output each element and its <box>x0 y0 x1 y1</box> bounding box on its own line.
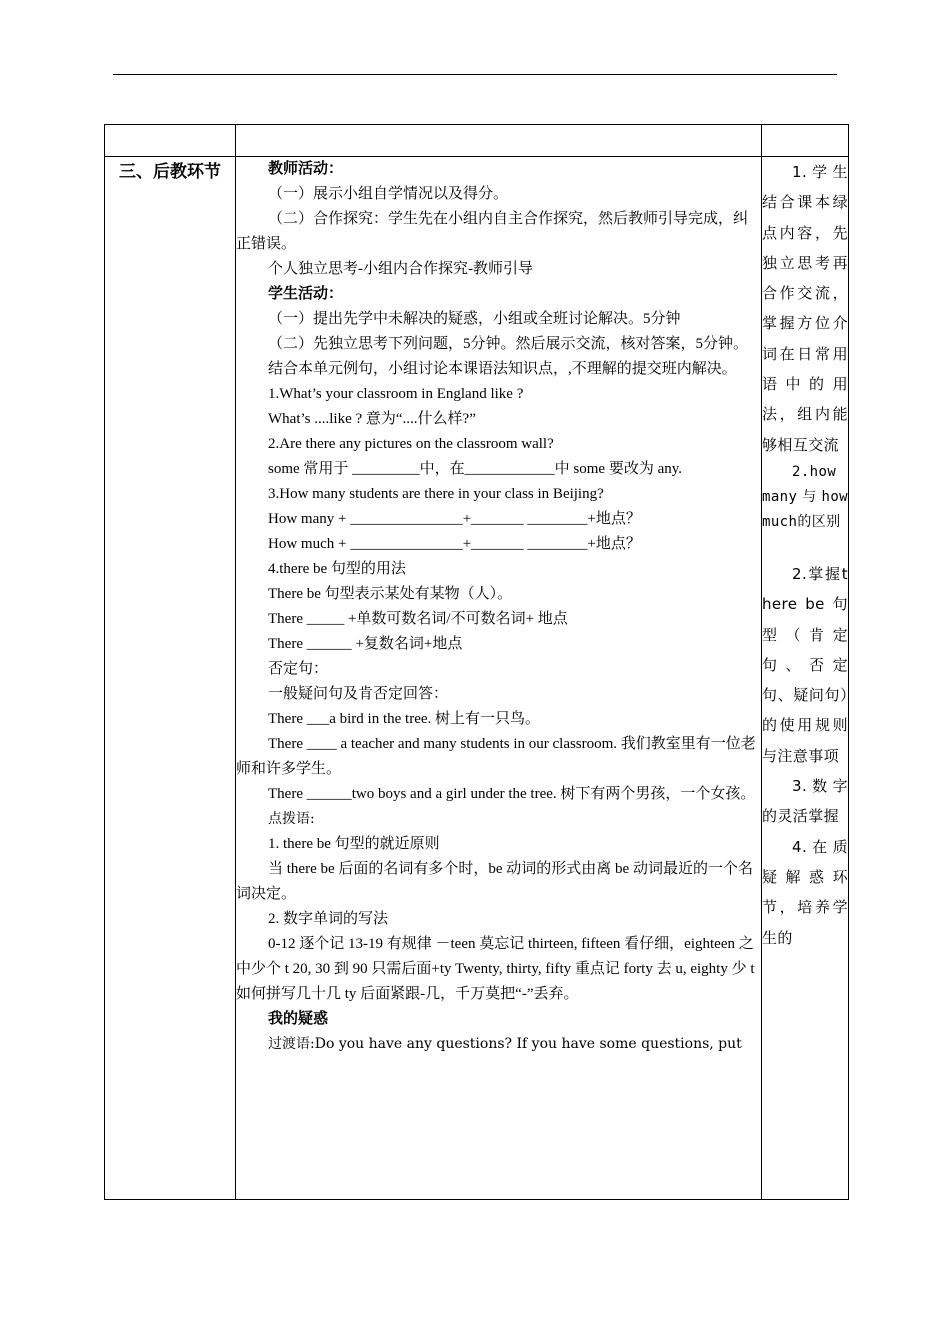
content-line: There ___a bird in the tree. 树上有一只鸟。 <box>268 711 541 727</box>
content-line: some 常用于 _________中，在____________中 some 要改为 any. <box>268 461 683 477</box>
note-item: 2.how many与how much的区别 <box>762 463 848 530</box>
header-cell-content <box>236 125 762 157</box>
note-item: 4.在质疑解惑环节，培养学生的 <box>762 837 848 947</box>
content-line: How many + _______________+_______ ________+地点？ <box>268 511 641 527</box>
design-notes <box>762 157 849 1200</box>
content-line: 3.How many students are there in your class in Beijing? <box>268 486 604 502</box>
content-line: There ______ +复数名词+地点 <box>268 636 463 652</box>
teacher-activity-heading: 教师活动： <box>268 161 344 177</box>
content-line: （二）合作探究：学生先在小组内自主合作探究，然后教师引导完成，纠正错误。 <box>236 211 749 252</box>
tip-heading: 点拨语: <box>268 811 315 827</box>
content-line: 1.What’s your classroom in England like ? <box>268 386 524 402</box>
header-rule <box>113 74 837 75</box>
content-line: 0-12 逐个记 13-19 有规律 －teen 莫忘记 thirteen, fifteen 看仔细，eighteen 之中少个 t 20, 30 到 90 只需后面+ty Twenty, thirty, fifty 重点记 forty 去 u, eighty 少 t 如何拼写几十几 ty 后面紧跟-几，千万莫把“-”丢弃。 <box>236 936 755 1002</box>
content-line: There _____ +单数可数名词/不可数名词+ 地点 <box>268 611 568 627</box>
content-line: （二）先独立思考下列问题，5分钟。然后展示交流，核对答案，5分钟。 <box>268 336 749 352</box>
section-title: 三、后教环节 <box>105 157 236 1200</box>
content-line: How much + _______________+_______ ________+地点？ <box>268 536 641 552</box>
note-item: 3.数字的灵活掌握 <box>762 777 848 826</box>
table-header-row <box>105 125 849 157</box>
content-line: There ____ a teacher and many students in our classroom. 我们教室里有一位老师和许多学生。 <box>236 736 756 777</box>
content-line: 否定句： <box>268 661 329 677</box>
content-line: 2.Are there any pictures on the classroom wall? <box>268 436 554 452</box>
content-line: There ______two boys and a girl under the tree. 树下有两个男孩，一个女孩。 <box>268 786 756 802</box>
content-line: 结合本单元例句，小组讨论本课语法知识点，,不理解的提交班内解决。 <box>268 361 737 377</box>
content-line: 当 there be 后面的名词有多个时，be 动词的形式由离 be 动词最近的一个名词决定。 <box>236 861 753 902</box>
content-line: （一）展示小组自学情况以及得分。 <box>268 186 509 202</box>
lesson-plan-table <box>104 124 849 1200</box>
content-line: （一）提出先学中未解决的疑惑，小组或全班讨论解决。5分钟 <box>268 311 681 327</box>
transition-line: 过渡语:Do you have any questions? If you have some questions, put <box>268 1036 742 1052</box>
content-line: 一般疑问句及肯否定回答： <box>268 686 449 702</box>
activity-content <box>236 157 762 1200</box>
content-line: There be 句型表示某处有某物（人）。 <box>268 586 513 602</box>
student-activity-heading: 学生活动： <box>268 286 344 302</box>
note-item: 2.掌握there be 句型（肯定句、否定句、疑问句）的使用规则与注意事项 <box>762 564 848 765</box>
content-line: 4.there be 句型的用法 <box>268 561 406 577</box>
content-line: 1. there be 句型的就近原则 <box>268 836 440 852</box>
content-line: 2. 数字单词的写法 <box>268 911 389 927</box>
content-line: 个人独立思考-小组内合作探究-教师引导 <box>268 261 533 277</box>
my-questions-heading: 我的疑惑 <box>268 1011 329 1027</box>
note-item: 1.学生结合课本绿点内容，先独立思考再合作交流，掌握方位介词在日常用语中的用法，组内能够相互交流 <box>762 163 848 454</box>
header-cell-stage <box>105 125 236 157</box>
header-cell-notes <box>762 125 849 157</box>
content-line: What’s ....like ? 意为“....什么样?” <box>268 411 476 427</box>
table-row <box>105 157 849 1200</box>
